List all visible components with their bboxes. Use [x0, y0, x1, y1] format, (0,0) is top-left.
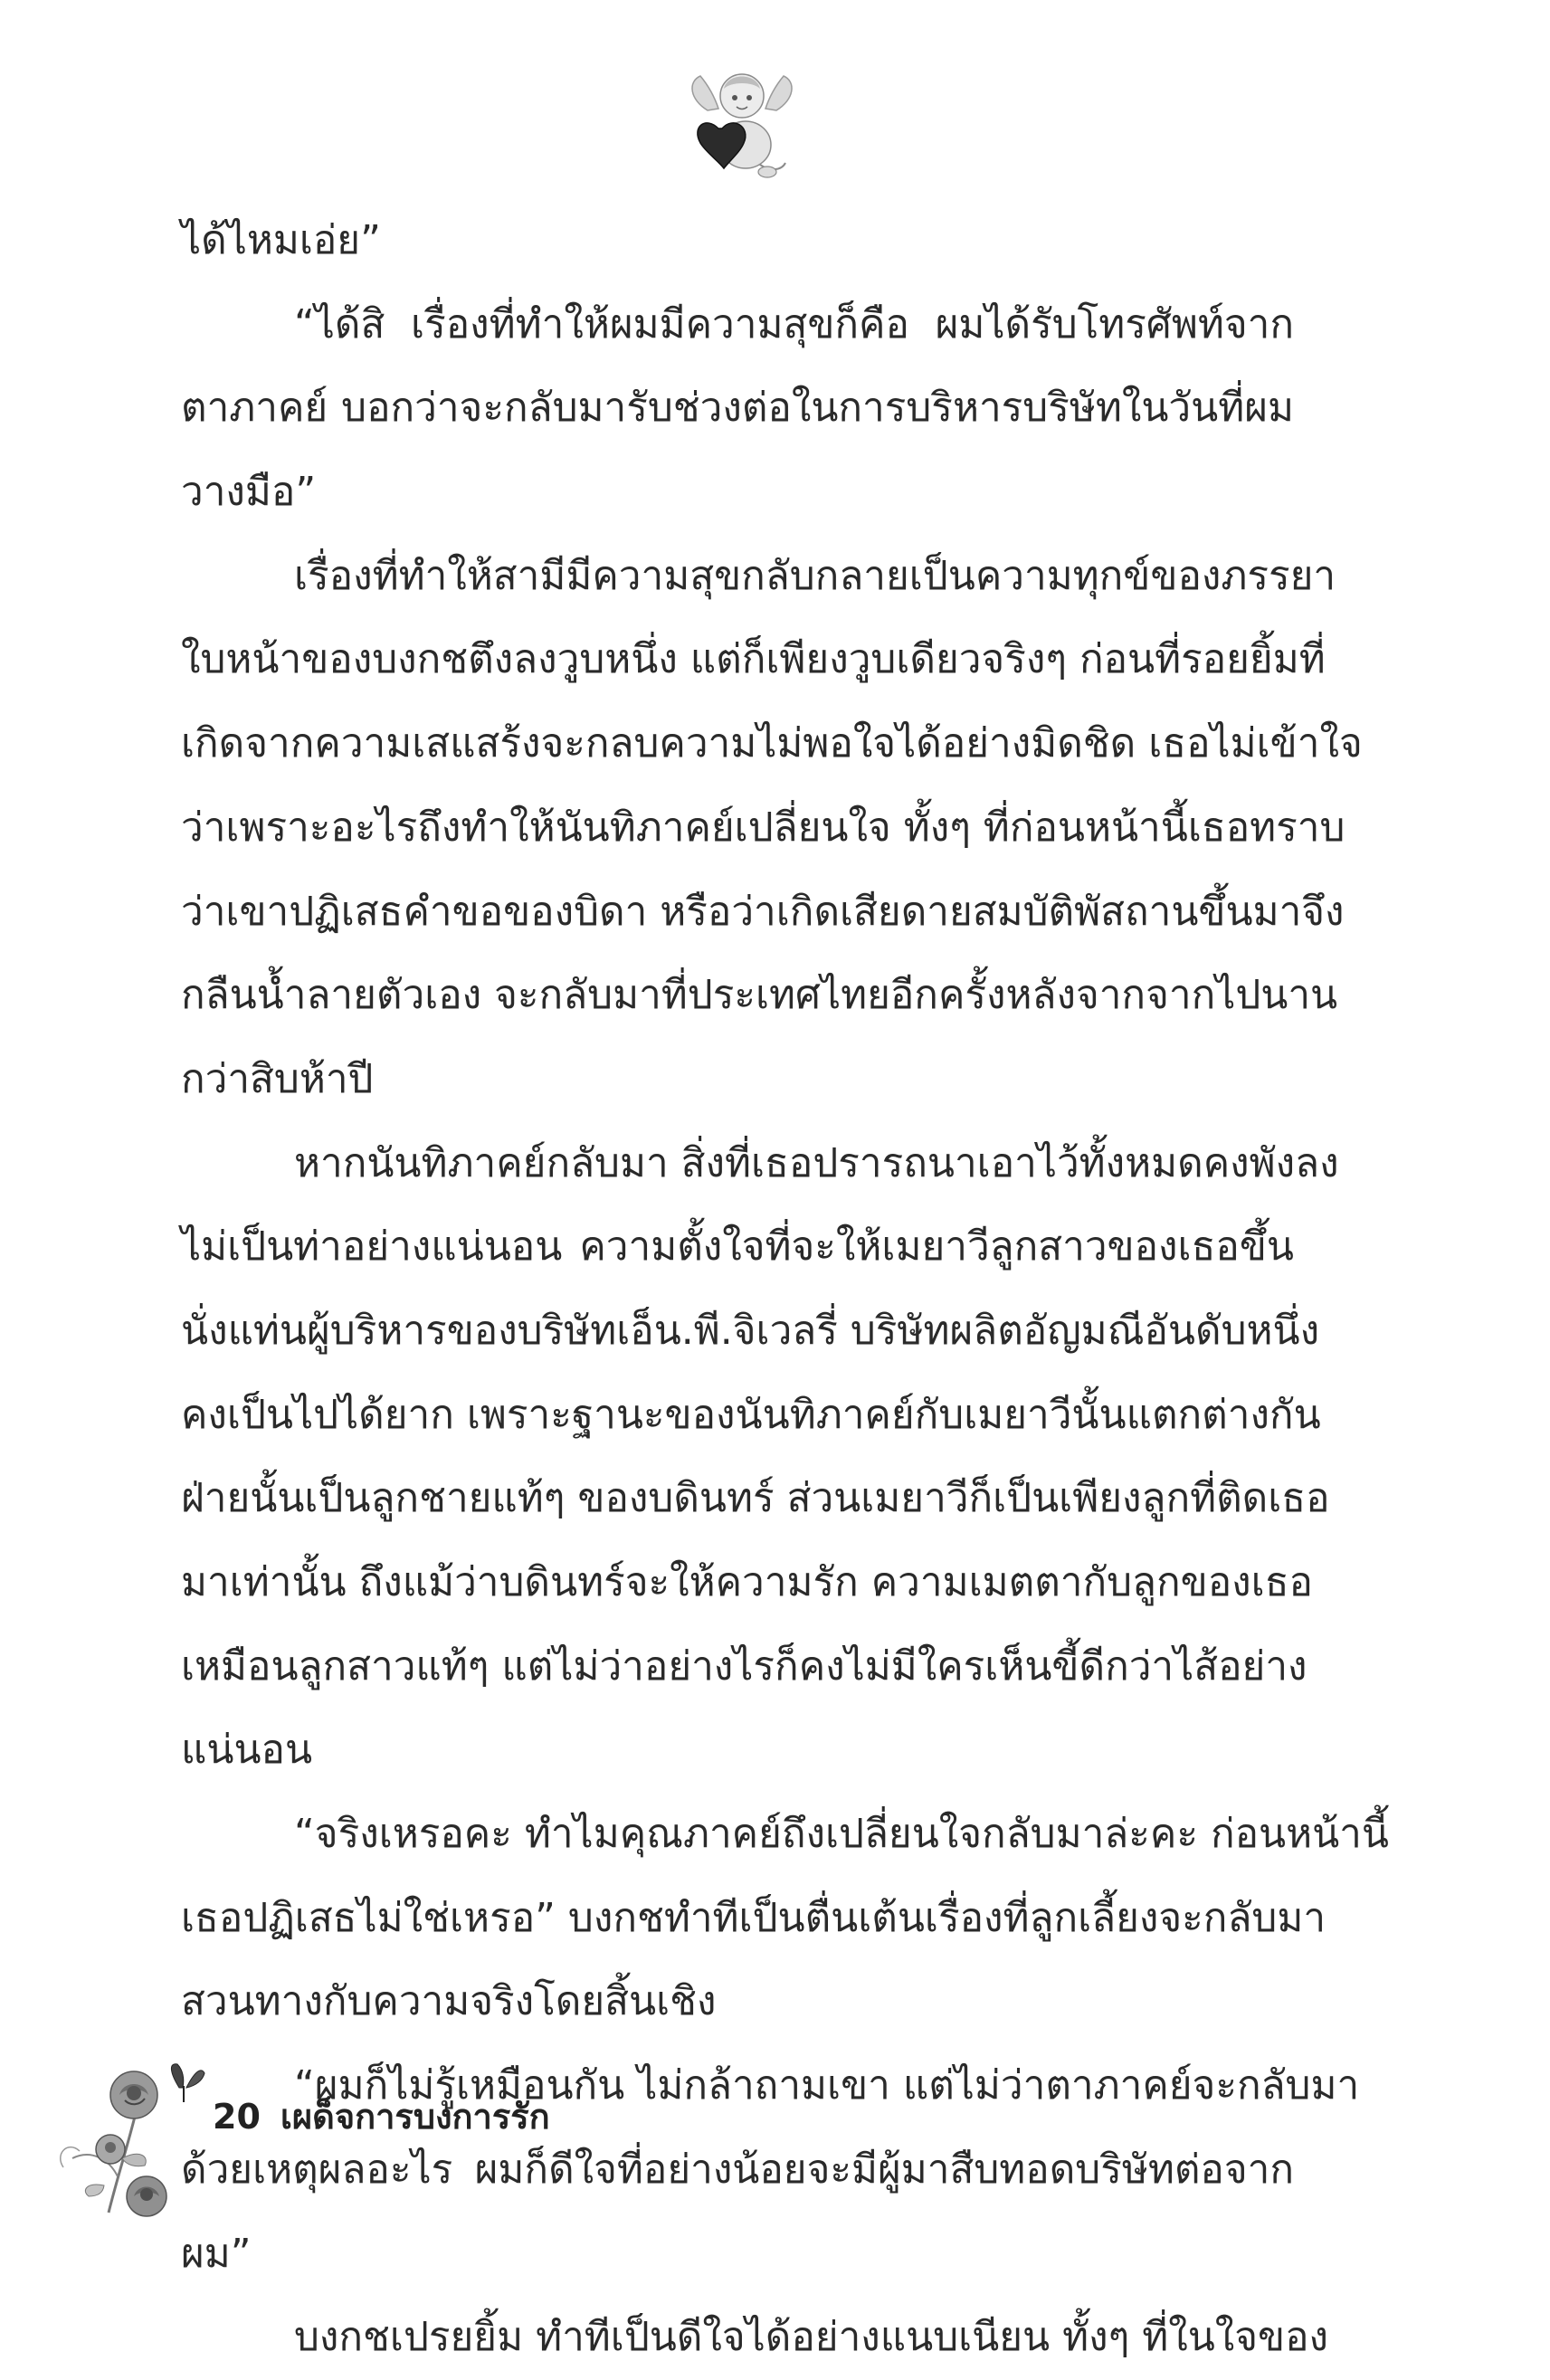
text-line: วางมือ”	[181, 469, 317, 516]
page-number: 20	[213, 2097, 261, 2137]
text-line: เรื่องที่ทำให้สามีมีความสุขกลับกลายเป็นความทุกข์ของภรรยา	[294, 552, 1336, 599]
text-line: นั่งแท่นผู้บริหารของบริษัทเอ็น.พี.จิเวลรี่ บริษัทผลิตอัญมณีอันดับหนึ่ง	[181, 1307, 1320, 1354]
text-line: สวนทางกับความจริงโดยสิ้นเชิง	[181, 1978, 717, 2025]
text-line: เธอปฏิเสธไม่ใช่เหรอ” บงกชทำทีเป็นตื่นเต้นเรื่องที่ลูกเลี้ยงจะกลับมา	[181, 1894, 1327, 1941]
text-line: ผม”	[181, 2230, 252, 2277]
text-line: ได้ไหมเอ่ย”	[181, 217, 381, 263]
text-line: “ได้สิ เรื่องที่ทำให้ผมมีความสุขก็คือ ผมได้รับโทรศัพท์จาก	[294, 300, 1294, 347]
cupid-heart-icon	[688, 63, 796, 181]
text-line: ด้วยเหตุผลอะไร ผมก็ดีใจที่อย่างน้อยจะมีผู้มาสืบทอดบริษัทต่อจาก	[181, 2146, 1294, 2193]
text-line: ตาภาคย์ บอกว่าจะกลับมารับช่วงต่อในการบริหารบริษัทในวันที่ผม	[181, 385, 1294, 432]
text-line: ว่าเพราะอะไรถึงทำให้นันทิภาคย์เปลี่ยนใจ ทั้งๆ ที่ก่อนหน้านี้เธอทราบ	[181, 804, 1346, 851]
text-line: มาเท่านั้น ถึงแม้ว่าบดินทร์จะให้ความรัก ความเมตตากับลูกของเธอ	[181, 1559, 1313, 1605]
text-line: กลืนน้ำลายตัวเอง จะกลับมาที่ประเทศไทยอีกครั้งหลังจากจากไปนาน	[181, 972, 1338, 1019]
text-line: เกิดจากความเสแสร้งจะกลบความไม่พอใจได้อย่างมิดชิด เธอไม่เข้าใจ	[181, 720, 1363, 767]
text-line: หากนันทิภาคย์กลับมา สิ่งที่เธอปรารถนาเอาไว้ทั้งหมดคงพังลง	[294, 1139, 1339, 1186]
text-line: ไม่เป็นท่าอย่างแน่นอน ความตั้งใจที่จะให้เมยาวีลูกสาวของเธอขึ้น	[181, 1223, 1294, 1271]
text-line: คงเป็นไปได้ยาก เพราะฐานะของนันทิภาคย์กับเมยาวีนั้นแตกต่างกัน	[181, 1391, 1321, 1438]
text-line: แน่นอน	[181, 1727, 313, 1774]
text-line: ฝ่ายนั้นเป็นลูกชายแท้ๆ ของบดินทร์ ส่วนเมยาวีก็เป็นเพียงลูกที่ติดเธอ	[181, 1475, 1330, 1522]
text-line: ว่าเขาปฏิเสธคำขอของบิดา หรือว่าเกิดเสียดายสมบัติพัสถานขึ้นมาจึง	[181, 888, 1345, 935]
text-line: “จริงเหรอคะ ทำไมคุณภาคย์ถึงเปลี่ยนใจกลับมาล่ะคะ ก่อนหน้านี้	[294, 1811, 1389, 1858]
book-title: เผด็จการบงการรัก	[280, 2097, 550, 2137]
text-line: เหมือนลูกสาวแท้ๆ แต่ไม่ว่าอย่างไรก็คงไม่มีใครเห็นขี้ดีกว่าไส้อย่าง	[181, 1642, 1308, 1690]
text-line: “ผมก็ไม่รู้เหมือนกัน ไม่กล้าถามเขา แต่ไม่ว่าตาภาคย์จะกลับมา	[294, 2062, 1360, 2109]
page-footer	[213, 2089, 550, 2144]
body-text	[181, 199, 1389, 2380]
roses-butterfly-icon	[54, 2050, 217, 2222]
text-line: ใบหน้าของบงกชตึงลงวูบหนึ่ง แต่ก็เพียงวูบเดียวจริงๆ ก่อนที่รอยยิ้มที่	[181, 636, 1326, 683]
text-line: บงกชเปรยยิ้ม ทำทีเป็นดีใจได้อย่างแนบเนียน ทั้งๆ ที่ในใจของ	[294, 2314, 1329, 2361]
text-line: กว่าสิบห้าปี	[181, 1055, 374, 1102]
